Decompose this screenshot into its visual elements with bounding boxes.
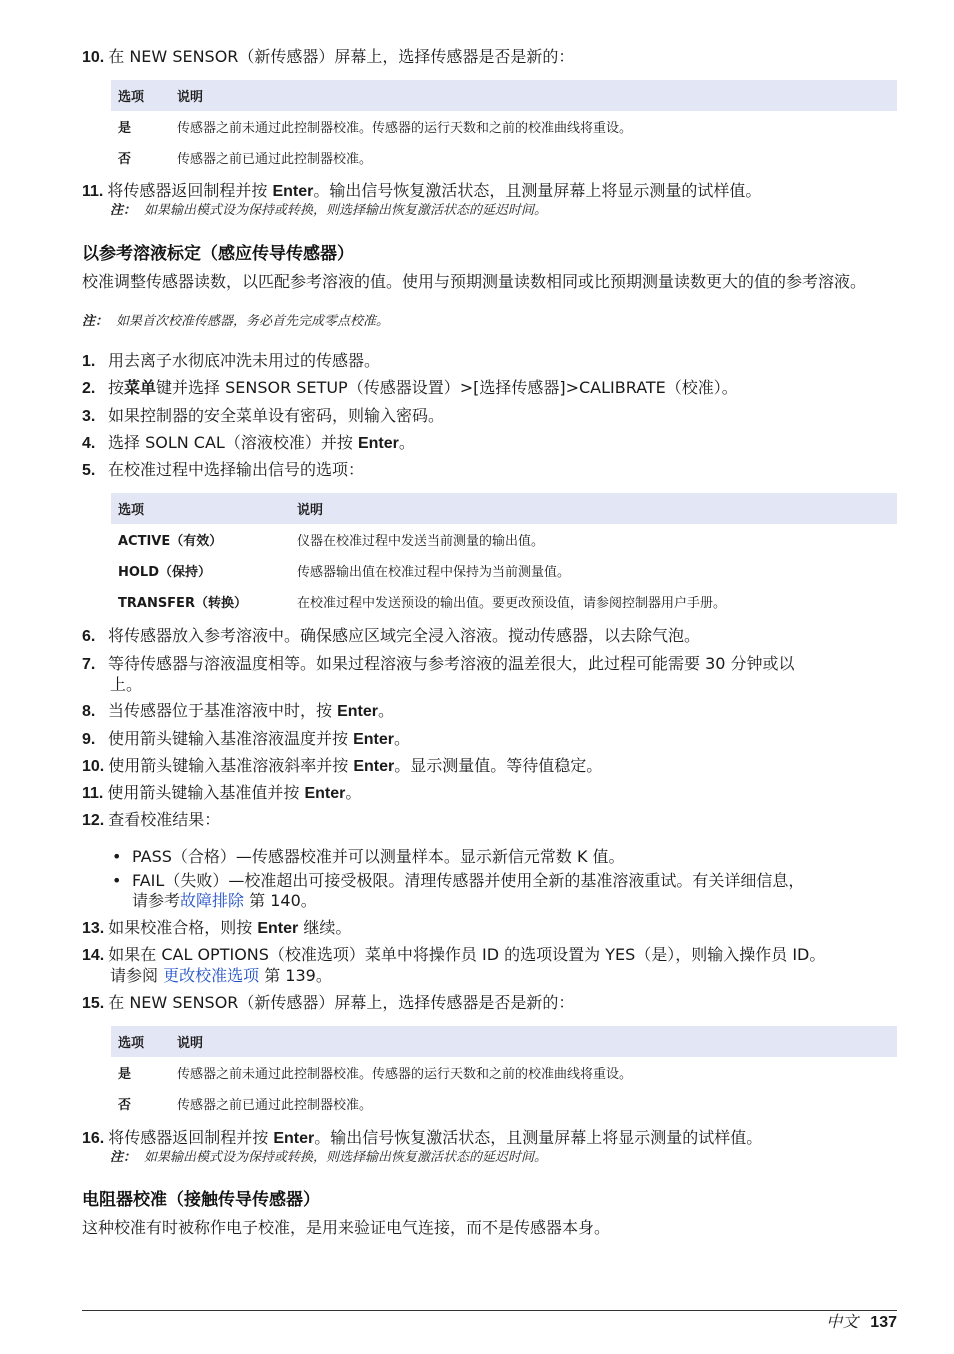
section-heading-resistor-calibration: 电阻器校准（接触传导传感器） [82,1190,320,1210]
options-table-2 [111,1026,897,1119]
column-header-option: 选项 [111,80,170,111]
description-cell: 传感器之前已通过此控制器校准。 [177,152,373,167]
step-16 [82,1128,897,1149]
step-number: 2. [82,380,96,397]
resistor-paragraph: 这种校准有时被称作电子校准，是用来验证电气连接，而不是传感器本身。 [82,1218,611,1237]
note-text: 如果首次校准传感器，务必首先完成零点校准。 [116,314,390,329]
step-text: 如果控制器的安全菜单设有密码，则输入密码。 [108,406,445,425]
note-text: 如果输出模式设为保持或转换，则选择输出恢复激活状态的延迟时间。 [144,203,548,218]
option-cell: 否 [118,1098,132,1113]
step-text: 当传感器位于基准溶液中时，按 [108,701,338,720]
step-9 [82,729,897,750]
menu-key-label: 菜单 [124,380,157,397]
step-text: 等待传感器与溶液温度相等。如果过程溶液与参考溶液的温差很大，此过程可能需要 30 分钟或以 [108,654,795,673]
step-12 [82,810,897,831]
option-cell: HOLD（保持） [118,565,212,580]
bullet-text-continued: 请参考 [132,891,181,910]
description-cell: 传感器输出值在校准过程中保持为当前测量值。 [297,565,571,580]
option-cell: 否 [118,152,132,167]
step-number: 10. [82,49,105,66]
footer-divider [82,1310,897,1311]
page-reference: 第 140。 [244,891,317,910]
step-text: 将传感器放入参考溶液中。确保感应区域完全浸入溶液。搅动传感器，以去除气泡。 [108,626,701,645]
enter-key-label: Enter [272,183,314,200]
table-row [111,555,897,586]
step-number: 6. [82,628,96,645]
list-item-fail [112,871,897,911]
option-cell: TRANSFER（转换） [118,596,247,611]
step-text: 使用箭头键输入基准溶液斜率并按 [108,756,354,775]
option-cell: ACTIVE（有效） [118,534,223,549]
enter-key-label: Enter [353,758,395,775]
step-number: 11. [82,183,104,200]
bullet-glyph: • [112,847,122,866]
column-header-description: 说明 [170,1026,897,1057]
step-text: 使用箭头键输入基准溶液温度并按 [108,729,354,748]
step-number: 7. [82,656,96,673]
step-text: 在 NEW SENSOR（新传感器）屏幕上，选择传感器是否是新的： [108,47,575,66]
note-1 [110,203,547,219]
step-10 [82,47,897,68]
step-text: 使用箭头键输入基准值并按 [107,783,305,802]
step-14 [82,945,897,986]
enter-key-label: Enter [353,731,394,748]
troubleshooting-link[interactable]: 故障排除 [180,891,245,910]
option-cell: 是 [118,1067,132,1082]
section-heading-solution-calibration: 以参考溶液标定（感应传导传感器） [82,244,354,264]
note-text: 如果输出模式设为保持或转换，则选择输出恢复激活状态的延迟时间。 [144,1150,548,1165]
description-cell: 传感器之前已通过此控制器校准。 [177,1098,373,1113]
note-label: 注： [110,203,137,218]
step-text: 。输出信号恢复激活状态，且测量屏幕上将显示测量的试样值。 [314,1128,763,1147]
step-text: 查看校准结果： [108,810,221,829]
enter-key-label: Enter [273,1130,315,1147]
step-number: 3. [82,408,96,425]
step-text: 。显示测量值。等待值稳定。 [394,756,603,775]
note-label: 注： [110,1150,137,1165]
bullet-glyph: • [112,871,122,890]
bullet-text: FAIL（失败）—校准超出可接受极限。清理传感器并使用全新的基准溶液重试。有关详细信息， [132,871,805,890]
language-label: 中文 [826,1312,859,1331]
intro-paragraph: 校准调整传感器读数，以匹配参考溶液的值。使用与预期测量读数相同或比预期测量读数更大的值的参考溶液。 [82,272,867,291]
page-number: 137 [870,1314,897,1331]
step-text-continued: 请参阅 [110,966,164,985]
step-number: 16. [82,1130,105,1147]
step-text: 将传感器返回制程并按 [107,181,273,200]
step-text: 继续。 [298,918,352,937]
output-options-table [111,493,897,617]
step-number: 5. [82,462,96,479]
step-number: 13. [82,920,105,937]
step-2 [82,378,897,399]
list-item-pass [112,847,897,867]
step-text: 键并选择 SENSOR SETUP（传感器设置）>[选择传感器]>CALIBRATE（校准）。 [156,378,738,397]
table-header-row [111,1026,897,1057]
page-footer [826,1312,897,1333]
enter-key-label: Enter [337,703,378,720]
step-1 [82,351,897,372]
step-number: 14. [82,947,105,964]
step-text: 如果校准合格，则按 [108,918,258,937]
step-10b [82,756,897,777]
step-text: 将传感器返回制程并按 [108,1128,274,1147]
step-text: 如果在 CAL OPTIONS（校准选项）菜单中将操作员 ID 的选项设置为 YES（是），则输入操作员 ID。 [108,945,826,964]
change-calibration-options-link[interactable]: 更改校准选项 [163,966,260,985]
step-15 [82,993,897,1014]
description-cell: 传感器之前未通过此控制器校准。传感器的运行天数和之前的校准曲线将重设。 [177,1067,633,1082]
step-number: 1. [82,353,96,370]
enter-key-label: Enter [357,435,399,452]
step-text: 在校准过程中选择输出信号的选项： [108,460,365,479]
table-header-row [111,80,897,111]
step-text-continued: 上。 [110,675,143,694]
step-number: 10. [82,758,105,775]
column-header-description: 说明 [170,80,897,111]
enter-key-label: Enter [304,785,346,802]
step-number: 12. [82,812,105,829]
step-number: 4. [82,435,96,452]
step-number: 8. [82,703,96,720]
step-text: 选择 SOLN CAL（溶液校准）并按 [108,433,358,452]
enter-key-label: Enter [257,920,299,937]
note-3 [110,1150,547,1166]
note-label: 注： [82,314,109,329]
column-header-option: 选项 [111,493,290,524]
bullet-text: PASS（合格）—传感器校准并可以测量样本。显示新信元常数 K 值。 [132,847,625,866]
note-2 [82,314,389,330]
step-5 [82,460,897,481]
table-row [111,524,897,555]
step-13 [82,918,897,939]
description-cell: 传感器之前未通过此控制器校准。传感器的运行天数和之前的校准曲线将重设。 [177,121,633,136]
step-text: 。输出信号恢复激活状态，且测量屏幕上将显示测量的试样值。 [313,181,762,200]
step-8 [82,701,897,722]
step-number: 9. [82,731,96,748]
step-11 [82,181,897,202]
page-reference: 第 139。 [259,966,332,985]
table-row [111,586,897,617]
step-text: 。 [345,783,362,802]
table-header-row [111,493,897,524]
step-text: 。 [398,433,415,452]
step-text: 用去离子水彻底冲洗未用过的传感器。 [108,351,381,370]
step-text: 在 NEW SENSOR（新传感器）屏幕上，选择传感器是否是新的： [108,993,575,1012]
step-4 [82,433,897,454]
column-header-description: 说明 [290,493,897,524]
table-row [111,142,897,173]
step-text: 。 [394,729,411,748]
step-text: 。 [378,701,395,720]
table-row [111,1057,897,1088]
table-row [111,111,897,142]
step-text: 按 [108,378,125,397]
options-table-1 [111,80,897,173]
step-7 [82,654,897,695]
table-row [111,1088,897,1119]
step-number: 15. [82,995,105,1012]
step-11b [82,783,897,804]
step-6 [82,626,897,647]
option-cell: 是 [118,121,132,136]
column-header-option: 选项 [111,1026,170,1057]
description-cell: 在校准过程中发送预设的输出值。要更改预设值，请参阅控制器用户手册。 [297,596,727,611]
step-number: 11. [82,785,104,802]
description-cell: 仪器在校准过程中发送当前测量的输出值。 [297,534,545,549]
step-3 [82,406,897,427]
